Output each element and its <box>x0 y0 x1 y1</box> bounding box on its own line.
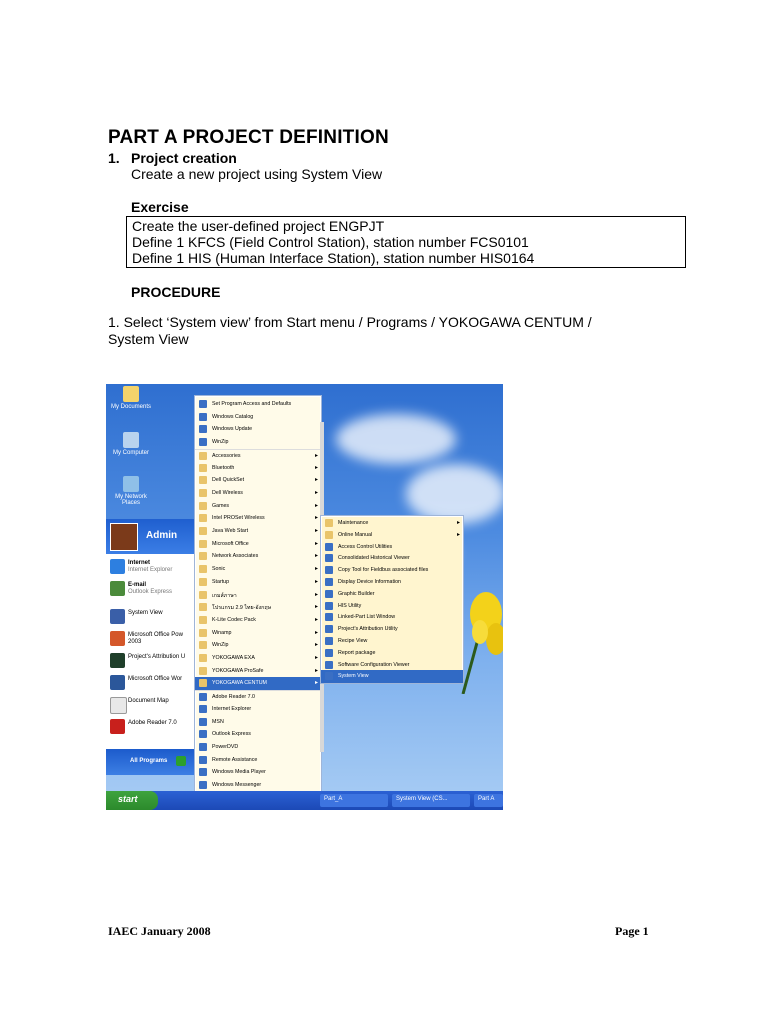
menu-item-label: เกมส์ภาษา <box>212 592 237 599</box>
folder-icon <box>199 667 207 675</box>
menu-item[interactable] <box>321 600 463 613</box>
menu-item[interactable] <box>195 728 321 741</box>
folder-icon <box>199 603 207 611</box>
program-icon <box>199 413 207 421</box>
program-icon <box>325 613 333 621</box>
menu-item[interactable] <box>195 462 321 475</box>
taskbar-item[interactable]: Part A <box>474 794 503 807</box>
start-pinned-item[interactable]: E-mail Outlook Express <box>106 579 194 599</box>
folder-icon <box>199 679 207 687</box>
menu-item-label: Startup <box>212 578 230 585</box>
menu-item[interactable] <box>321 635 463 648</box>
menu-item-label: Project's Attribution Utility <box>338 626 398 633</box>
project-attr-icon <box>110 653 125 668</box>
menu-item-label: Recipe View <box>338 638 368 644</box>
menu-item[interactable] <box>321 647 463 660</box>
menu-item-label: Winamp <box>212 629 232 636</box>
menu-item-label: YOKOGAWA CENTUM <box>212 680 267 687</box>
powerpoint-icon <box>110 631 125 646</box>
menu-item-label: K-Lite Codec Pack <box>212 616 256 623</box>
programs-menu <box>194 395 322 810</box>
submenu-arrow-icon: ▸ <box>314 553 318 560</box>
menu-item-label: Report package <box>338 649 376 656</box>
folder-icon <box>199 476 207 484</box>
start-recent-item[interactable]: Microsoft Office Pow 2003 <box>106 629 194 649</box>
program-icon <box>199 693 207 701</box>
submenu-arrow-icon: ▸ <box>314 464 318 471</box>
submenu-arrow-icon: ▸ <box>456 531 460 538</box>
menu-item-label: Graphic Builder <box>338 590 375 597</box>
submenu-arrow-icon: ▸ <box>456 520 460 526</box>
menu-item[interactable] <box>321 611 463 624</box>
menu-item-label: HIS Utility <box>338 602 362 609</box>
menu-item-label: Access Control Utilities <box>338 543 393 550</box>
desktop-icon[interactable]: My Computer <box>106 432 156 456</box>
taskbar-item[interactable]: Part_A <box>320 794 388 807</box>
menu-item[interactable] <box>195 436 321 449</box>
start-recent-item[interactable]: Document Map <box>106 695 194 715</box>
menu-item[interactable] <box>195 716 321 729</box>
menu-item-label: YOKOGAWA EXA <box>212 655 255 661</box>
folder-icon <box>325 519 333 527</box>
menu-item-label: Windows Catalog <box>212 413 254 420</box>
exercise-heading: Exercise <box>131 199 189 215</box>
menu-item[interactable] <box>195 665 321 678</box>
submenu-arrow-icon: ▸ <box>314 591 318 598</box>
folder-icon <box>199 489 207 497</box>
program-icon <box>325 649 333 657</box>
submenu-arrow-icon: ▸ <box>314 489 318 496</box>
menu-item[interactable] <box>195 487 321 500</box>
start-recent-item[interactable]: System View <box>106 607 194 627</box>
menu-item[interactable] <box>321 670 463 683</box>
menu-item[interactable] <box>195 690 321 704</box>
start-menu-panel <box>106 519 194 775</box>
menu-item[interactable] <box>321 588 463 601</box>
menu-item[interactable] <box>195 601 321 614</box>
section-description: Create a new project using System View <box>131 166 383 182</box>
menu-item-label: Bluetooth <box>212 464 235 471</box>
menu-item-label: Windows Messenger <box>212 782 262 788</box>
menu-item[interactable] <box>195 779 321 792</box>
menu-item[interactable] <box>321 529 463 542</box>
user-name: Admin <box>146 530 178 541</box>
menu-item[interactable] <box>195 411 321 424</box>
menu-item[interactable] <box>321 541 463 554</box>
menu-item-label: โปรแกรม 2.9 ไทย-อังกฤษ <box>212 605 272 612</box>
folder-icon <box>199 452 207 460</box>
folder-icon <box>199 565 207 573</box>
folder-icon <box>199 629 207 637</box>
menu-item-label: Internet Explorer <box>212 705 252 712</box>
submenu-arrow-icon: ▸ <box>314 667 318 674</box>
menu-item[interactable] <box>195 627 321 640</box>
program-icon <box>199 756 207 764</box>
menu-item[interactable] <box>195 550 321 563</box>
desktop-icon[interactable]: My Network Places <box>106 476 156 506</box>
program-icon <box>325 554 333 562</box>
menu-item[interactable] <box>321 517 463 530</box>
menu-item-label: Games <box>212 502 230 509</box>
menu-item[interactable] <box>321 552 463 565</box>
footer-left: IAEC January 2008 <box>108 924 211 938</box>
submenu-arrow-icon: ▸ <box>314 515 318 522</box>
mail-icon <box>110 581 125 596</box>
menu-item-label: Outlook Express <box>212 731 251 738</box>
page-title: PART A PROJECT DEFINITION <box>108 127 389 148</box>
adobe-icon <box>110 719 125 734</box>
submenu-arrow-icon: ▸ <box>314 477 318 484</box>
submenu-arrow-icon: ▸ <box>314 566 318 573</box>
start-button[interactable]: start <box>106 791 158 810</box>
procedure-step: 1. Select ‘System view’ from Start menu / Programs / YOKOGAWA CENTUM / <box>108 314 592 330</box>
submenu-arrow-icon: ▸ <box>314 604 318 611</box>
submenu-arrow-icon: ▸ <box>314 616 318 623</box>
computer-icon <box>123 432 139 448</box>
system-view-icon <box>110 609 125 624</box>
program-icon <box>325 625 333 633</box>
page-number: Page 1 <box>615 924 649 938</box>
menu-item-label: Set Program Access and Defaults <box>212 401 292 407</box>
menu-item-label: Microsoft Office <box>212 540 249 547</box>
menu-item-label: Consolidated Historical Viewer <box>338 555 410 562</box>
submenu-arrow-icon: ▸ <box>314 528 318 534</box>
menu-item-label: PowerDVD <box>212 743 239 750</box>
menu-item[interactable] <box>321 576 463 589</box>
submenu-arrow-icon: ▸ <box>314 642 318 649</box>
start-recent-item[interactable]: Adobe Reader 7.0 <box>106 717 194 737</box>
submenu-arrow-icon: ▸ <box>314 578 318 585</box>
procedure-step-continued: System View <box>108 331 189 347</box>
menu-item[interactable] <box>195 754 321 767</box>
menu-item[interactable] <box>195 512 321 525</box>
exercise-line: Define 1 KFCS (Field Control Station), station number FCS0101 <box>132 234 529 250</box>
menu-item-label: Sonic <box>212 566 226 573</box>
program-icon <box>199 425 207 433</box>
program-icon <box>199 743 207 751</box>
program-icon <box>325 578 333 586</box>
menu-item[interactable] <box>321 564 463 577</box>
arrow-right-icon <box>176 756 186 766</box>
program-icon <box>199 438 207 446</box>
folder-icon <box>199 527 207 535</box>
menu-item-label: Maintenance <box>338 520 369 526</box>
menu-item[interactable] <box>321 659 463 672</box>
section-number: 1. <box>108 150 120 166</box>
program-icon <box>325 543 333 551</box>
start-recent-item[interactable]: Project's Attribution U <box>106 651 194 671</box>
menu-item-label: Windows Update <box>212 426 253 433</box>
program-icon <box>325 637 333 645</box>
menu-item-label: Windows Media Player <box>212 769 266 776</box>
program-icon <box>199 718 207 726</box>
submenu-arrow-icon: ▸ <box>314 680 318 687</box>
all-programs-button[interactable]: All Programs <box>106 749 194 775</box>
menu-item[interactable] <box>195 677 321 690</box>
menu-item[interactable] <box>195 703 321 716</box>
menu-item[interactable] <box>195 449 321 463</box>
menu-item-label: Dell Wireless <box>212 489 243 496</box>
flower-image <box>458 584 503 694</box>
menu-item-label: Adobe Reader 7.0 <box>212 694 255 701</box>
document-map-icon <box>110 697 127 714</box>
program-icon <box>325 590 333 598</box>
folder-icon <box>199 464 207 472</box>
menu-item-label: Intel PROSet Wireless <box>212 515 265 522</box>
menu-item[interactable] <box>195 589 321 602</box>
submenu-arrow-icon: ▸ <box>314 655 318 661</box>
menu-item-label: Java Web Start <box>212 528 249 534</box>
menu-item-label: WinZip <box>212 642 229 649</box>
submenu-arrow-icon: ▸ <box>314 452 318 459</box>
desktop-icon[interactable]: My Documents <box>106 386 156 410</box>
start-menu-screenshot <box>106 384 503 810</box>
taskbar <box>106 791 503 810</box>
submenu-arrow-icon: ▸ <box>314 502 318 509</box>
menu-item-label: Network Associates <box>212 553 259 560</box>
menu-item[interactable] <box>195 538 321 551</box>
menu-item-label: Copy Tool for Fieldbus associated files <box>338 567 429 574</box>
submenu-arrow-icon: ▸ <box>314 540 318 547</box>
menu-item-label: MSN <box>212 718 224 725</box>
program-icon <box>199 781 207 789</box>
menu-item-label: Remote Assistance <box>212 756 258 763</box>
program-icon <box>199 730 207 738</box>
user-avatar <box>110 523 138 551</box>
exercise-box <box>126 216 686 268</box>
menu-item[interactable] <box>195 614 321 627</box>
menu-item-label: Dell QuickSet <box>212 477 245 484</box>
taskbar-item[interactable]: System View (CS... <box>392 794 470 807</box>
exercise-line: Create the user-defined project ENGPJT <box>132 218 385 234</box>
submenu-arrow-icon: ▸ <box>314 629 318 636</box>
network-icon <box>123 476 139 492</box>
menu-item-label: WinZip <box>212 439 229 446</box>
folder-icon <box>199 591 207 599</box>
start-recent-item[interactable]: Microsoft Office Wor <box>106 673 194 693</box>
program-icon <box>199 400 207 408</box>
start-menu-header <box>106 519 194 554</box>
folder-icon <box>199 502 207 510</box>
exercise-line: Define 1 HIS (Human Interface Station), station number HIS0164 <box>132 250 535 266</box>
folder-icon <box>199 540 207 548</box>
word-icon <box>110 675 125 690</box>
menu-item[interactable] <box>195 766 321 779</box>
menu-item[interactable] <box>195 576 321 589</box>
program-icon <box>325 602 333 610</box>
menu-item[interactable] <box>195 741 321 754</box>
folder-icon <box>199 552 207 560</box>
program-icon <box>199 768 207 776</box>
start-pinned-item[interactable]: Internet Internet Explorer <box>106 557 194 577</box>
centum-submenu <box>320 515 464 684</box>
program-icon <box>199 705 207 713</box>
program-icon <box>325 566 333 574</box>
menu-item[interactable] <box>195 474 321 487</box>
ie-icon <box>110 559 125 574</box>
menu-item-label: System View <box>338 673 369 680</box>
menu-item[interactable] <box>321 623 463 636</box>
menu-item-label: Display Device Information <box>338 579 401 585</box>
menu-item-label: Linked-Part List Window <box>338 614 396 621</box>
folder-icon <box>199 654 207 662</box>
menu-item-label: Software Configuration Viewer <box>338 661 410 668</box>
menu-item-label: YOKOGAWA ProSafe <box>212 667 264 674</box>
procedure-heading: PROCEDURE <box>131 284 221 300</box>
menu-item[interactable] <box>195 423 321 436</box>
folder-icon <box>325 531 333 539</box>
program-icon <box>325 661 333 669</box>
folder-icon <box>199 514 207 522</box>
program-icon <box>325 672 333 680</box>
menu-item-label: Online Manual <box>338 531 373 538</box>
menu-item[interactable] <box>195 398 321 411</box>
folder-icon <box>199 578 207 586</box>
menu-item[interactable] <box>195 563 321 576</box>
folder-icon <box>199 616 207 624</box>
menu-item[interactable] <box>195 525 321 538</box>
menu-item-label: Accessories <box>212 452 241 459</box>
menu-item[interactable] <box>195 500 321 513</box>
folder-icon <box>199 641 207 649</box>
menu-item[interactable] <box>195 652 321 665</box>
folder-icon <box>123 386 139 402</box>
menu-item[interactable] <box>195 639 321 652</box>
section-title: Project creation <box>131 150 237 166</box>
